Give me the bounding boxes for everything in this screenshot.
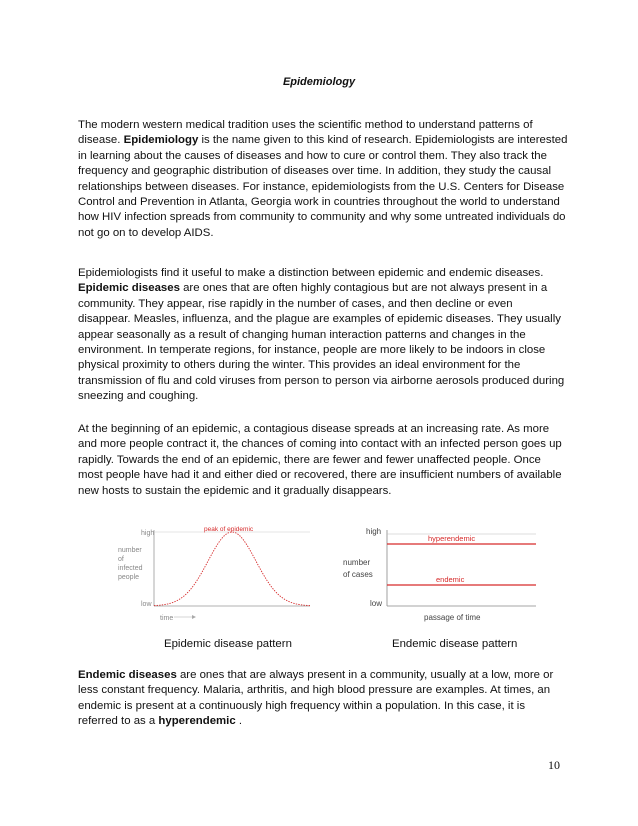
bold-term: Epidemiology <box>123 134 199 147</box>
epidemic-x-label: time <box>160 615 174 622</box>
endemic-y-low-label: low <box>370 599 383 608</box>
paragraph-intro <box>78 118 568 241</box>
epidemic-y-label-4: people <box>118 574 140 581</box>
endemic-figure-caption: Endemic disease pattern <box>392 638 518 650</box>
epidemic-y-high-label: high <box>141 530 155 537</box>
endemic-y-label-2: of cases <box>343 570 373 579</box>
endemic-y-high-label: high <box>366 527 382 536</box>
text-run: is the name given to this kind of research. Epidemiologists are interested in learning about the causes of diseases and how to cure or control them. They also track the frequency and geographic distribution of diseases over time. In addition, they study the causal relationships between diseases. For instance, epidemiologists from the U.S. Centers for Disease Control and Prevention in Atlanta, Georgia work in countries throughout the world to understand how HIV infection spreads from community to community and why some untreated individuals do not go on to develop AIDS. <box>78 134 568 239</box>
epidemic-pattern-figure <box>112 522 312 626</box>
text-run: are ones that are always present in a community, usually at a low, more or less constant frequency. Malaria, arthritis, and high blood pressure are examples. At times, an endemic is present at a continuously high frequency within a population. In this case, it is referred to as a <box>78 669 554 728</box>
page-title: Epidemiology <box>282 76 356 88</box>
endemic-label: endemic <box>436 575 465 584</box>
epidemic-time-arrowhead <box>192 615 196 619</box>
bold-term: Endemic diseases <box>78 669 177 681</box>
page-number: 10 <box>548 758 560 772</box>
paragraph-epidemic-course <box>78 422 568 499</box>
paragraph-epidemic <box>78 266 568 405</box>
epidemic-y-low-label: low <box>141 601 152 608</box>
hyperendemic-label: hyperendemic <box>428 534 476 543</box>
text-run: The modern western medical tradition uses the scientific method to understand patterns of disease. <box>78 119 533 147</box>
epidemic-figure-caption: Epidemic disease pattern <box>164 638 292 650</box>
endemic-y-label-1: number <box>343 558 371 567</box>
endemic-x-label: passage of time <box>424 613 481 622</box>
text-run: At the beginning of an epidemic, a contagious disease spreads at an increasing rate. As more and more people contract it, the chances of coming into contact with an infected person goes up rapidly. Towards the end of an epidemic, there are fewer and fewer unaffected people. Once most people have had it and either died or recovered, there are insufficient numbers of available new hosts to sustain the epidemic and it gradually disappears. <box>78 423 562 497</box>
epidemic-curve <box>154 532 310 606</box>
bold-term: Epidemic diseases <box>78 282 180 295</box>
epidemic-y-label-2: of <box>118 556 124 563</box>
epidemic-peak-label: peak of epidemic <box>204 526 254 533</box>
text-run: are ones that are often highly contagious but are not always present in a community. They appear, rise rapidly in the number of cases, and then decline or even disappear. Measles, influenza, and the plague are examples of epidemic diseases. They usually appear seasonally as a result of changing human interaction patterns and changes in the environment. In temperate regions, for instance, people are more likely to be indoors in close physical proximity to others during the winter. This provides an ideal environment for the transmission of flu and cold viruses from person to person via airborne aerosols produced during sneezing and coughing. <box>78 282 565 403</box>
epidemic-y-label-1: number <box>118 547 142 554</box>
text-run: Epidemiologists find it useful to make a distinction between epidemic and endemic diseases. <box>78 267 544 279</box>
bold-term: hyperendemic <box>158 715 236 728</box>
epidemic-y-label-3: infected <box>118 565 143 572</box>
endemic-pattern-figure <box>338 522 538 626</box>
paragraph-endemic <box>78 668 568 730</box>
text-run: . <box>235 715 242 728</box>
